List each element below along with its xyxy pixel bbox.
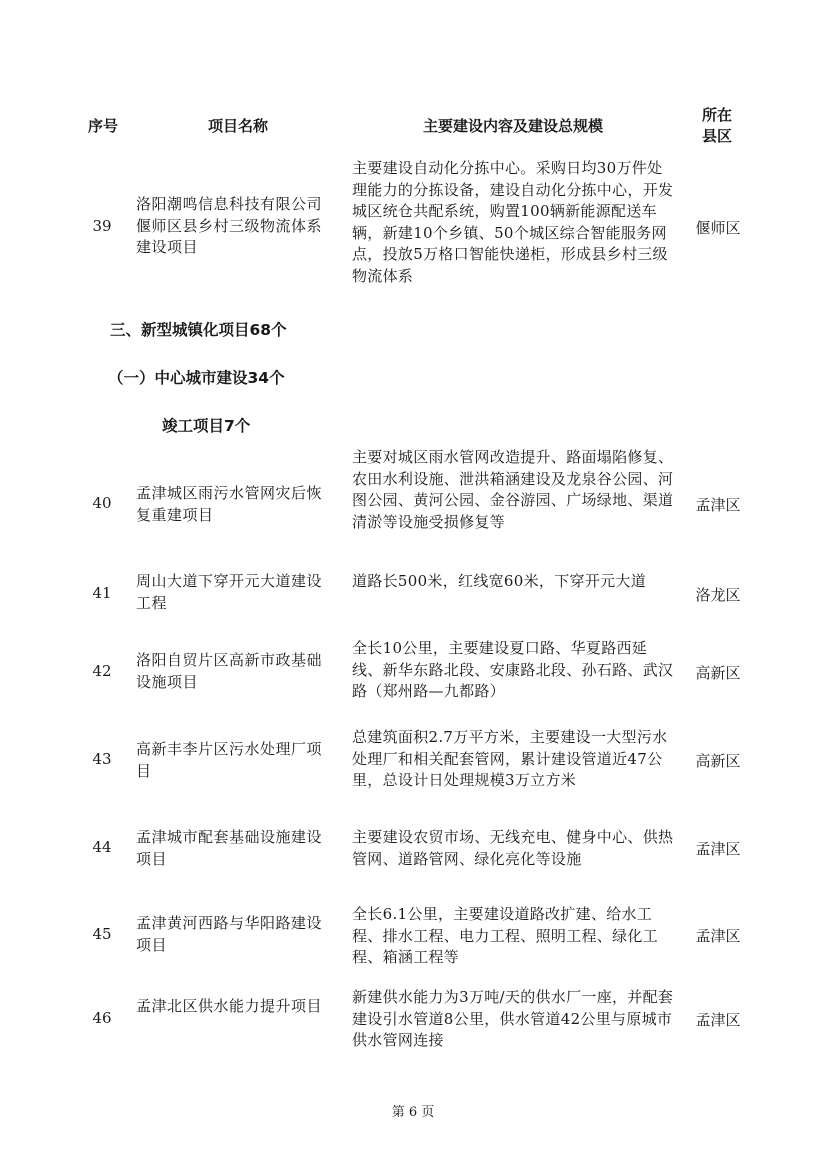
row-number: 41 [92,584,112,602]
row-number: 43 [92,750,112,768]
project-content: 道路长500米，红线宽60米，下穿开元大道 [352,572,647,590]
project-county: 孟津区 [695,927,741,945]
column-header-content: 主要建设内容及建设总规模 [422,117,603,135]
project-name: 孟津黄河西路与华阳路建设项目 [136,914,323,954]
row-number: 39 [92,217,112,235]
row-number: 44 [92,838,112,856]
project-content: 主要建设自动化分拣中心。采购日均30万件处理能力的分拣设备，建设自动化分拣中心，开发城区统仓共配系统，购置100辆新能源配送车辆，新建10个乡镇、50个城区综合智能服务网点，投放5万格口智能快递柜，形成县乡村三级物流体系 [352,159,674,285]
column-header-county [692,105,742,147]
project-name: 洛阳潮鸣信息科技有限公司偃师区县乡村三级物流体系建设项目 [136,195,323,256]
project-content: 全长10公里，主要建设夏口路、华夏路西延线、新华东路北段、安康路北段、孙石路、武汉路（郑州路—九都路） [352,639,674,700]
project-content: 主要对城区雨水管网改造提升、路面塌陷修复、农田水利设施、泄洪箱涵建设及龙泉谷公园、河图公园、黄河公园、金谷游园、广场绿地、渠道清淤等设施受损修复等 [352,448,674,531]
project-content: 全长6.1公里，主要建设道路改扩建、给水工程、排水工程、电力工程、照明工程、绿化工程、箱涵工程等 [352,905,659,966]
column-header-county-line1: 所在 [701,106,732,124]
page-number: 第 6 页 [391,1105,435,1120]
project-county: 孟津区 [695,496,741,514]
row-number: 42 [92,662,112,680]
row-number: 40 [92,494,112,512]
project-content: 新建供水能力为3万吨/天的供水厂一座，并配套建设引水管道8公里，供水管道42公里与原城市供水管网连接 [352,988,674,1049]
project-name: 孟津城市配套基础设施建设项目 [136,828,323,868]
project-county: 孟津区 [695,1011,741,1029]
project-county: 高新区 [695,664,741,682]
column-header-name: 项目名称 [207,117,268,135]
section-heading-central-city: （一）中心城市建设34个 [108,369,285,387]
project-name: 高新丰李片区污水处理厂项目 [136,740,323,780]
project-county: 偃师区 [695,219,741,237]
row-number: 45 [92,925,112,943]
project-name: 孟津北区供水能力提升项目 [136,997,323,1015]
project-name: 洛阳自贸片区高新市政基础设施项目 [136,651,323,691]
section-heading-completed: 竣工项目7个 [162,417,251,435]
row-number: 46 [92,1009,112,1027]
column-header-county-line2: 县区 [701,127,732,145]
project-county: 高新区 [695,752,741,770]
section-heading-new-urbanization: 三、新型城镇化项目68个 [110,321,287,339]
column-header-no: 序号 [87,117,118,135]
project-content: 总建筑面积2.7万平方米，主要建设一大型污水处理厂和相关配套管网，累计建设管道近47公里，总设计日处理规模3万立方米 [352,728,668,789]
project-content: 主要建设农贸市场、无线充电、健身中心、供热管网、道路管网、绿化亮化等设施 [352,828,674,868]
project-county: 孟津区 [695,840,741,858]
project-county: 洛龙区 [695,586,741,604]
project-name: 周山大道下穿开元大道建设工程 [136,572,323,612]
project-name: 孟津城区雨污水管网灾后恢复重建项目 [136,484,323,524]
